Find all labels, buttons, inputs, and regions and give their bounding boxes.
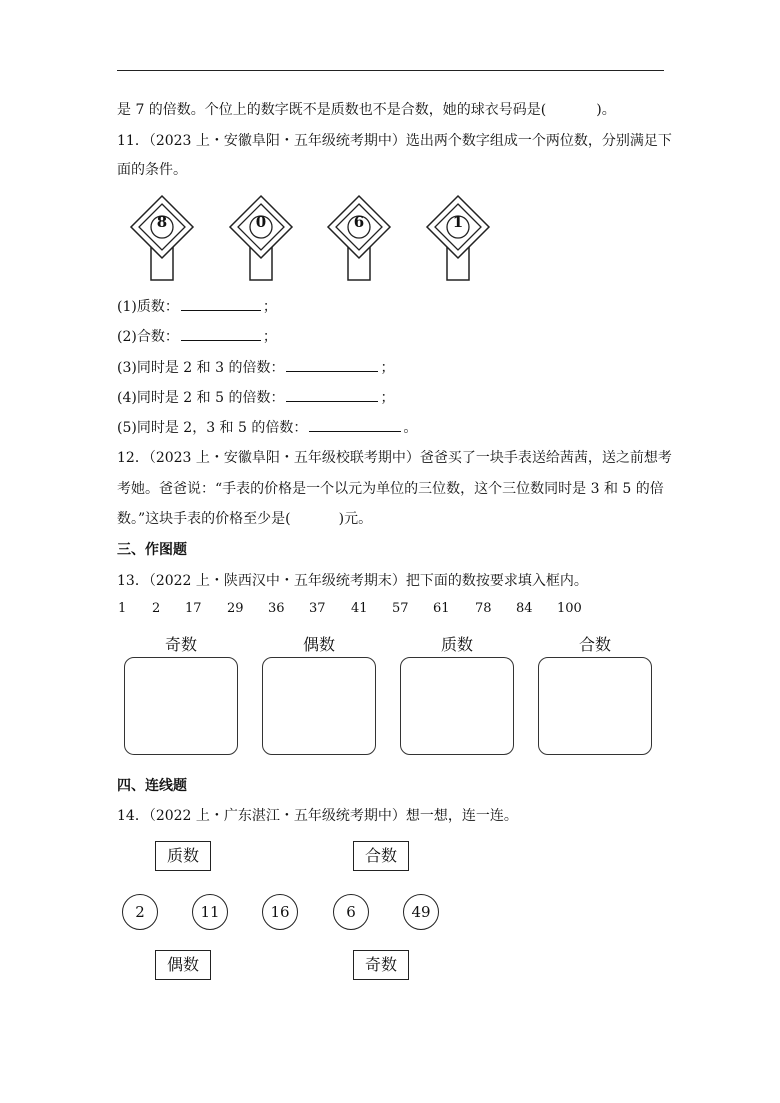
answer-blank[interactable] — [286, 357, 378, 372]
q12-end: )元。 — [338, 511, 373, 527]
match-label-prime[interactable]: 质数 — [155, 841, 211, 871]
answer-box-prime[interactable] — [400, 657, 514, 755]
signpost-icon — [228, 194, 294, 284]
number-item: 41 — [351, 601, 368, 616]
number-item: 17 — [185, 601, 202, 616]
answer-blank[interactable] — [286, 387, 378, 402]
number-card-0 — [228, 194, 294, 284]
number-circle[interactable]: 11 — [192, 894, 228, 930]
q14-line-1: 14．（2022 上・广东湛江・五年级统考期中）想一想，连一连。 — [117, 808, 518, 824]
number-item: 2 — [152, 601, 161, 616]
q11-item-5 — [117, 417, 417, 438]
item-label: (5)同时是 2，3 和 5 的倍数： — [117, 420, 308, 436]
match-label-even[interactable]: 偶数 — [155, 950, 211, 980]
number-circle[interactable]: 49 — [403, 894, 439, 930]
answer-blank[interactable] — [181, 296, 261, 311]
answer-blank[interactable] — [309, 417, 401, 432]
number-item: 37 — [309, 601, 326, 616]
item-label: (4)同时是 2 和 5 的倍数： — [117, 390, 285, 406]
q12-line-1: 12．（2023 上・安徽阜阳・五年级校联考期中）爸爸买了一块手表送给茜茜，送之前想考 — [117, 450, 672, 466]
q11-line-2: 面的条件。 — [117, 162, 187, 178]
q11-item-4 — [117, 387, 394, 408]
item-label: (3)同时是 2 和 3 的倍数： — [117, 360, 285, 376]
q12-text: 数。”这块手表的价格至少是( — [117, 511, 291, 527]
item-label: (2)合数： — [117, 329, 179, 345]
number-item: 84 — [516, 601, 533, 616]
answer-blank[interactable] — [181, 326, 261, 341]
number-circle[interactable]: 6 — [333, 894, 369, 930]
q11-item-1 — [117, 296, 277, 317]
number-item: 100 — [557, 601, 582, 616]
q13-line-1: 13．（2022 上・陕西汉中・五年级统考期末）把下面的数按要求填入框内。 — [117, 573, 588, 589]
answer-box-composite[interactable] — [538, 657, 652, 755]
signpost-icon — [425, 194, 491, 284]
q12-line-2: 考她。爸爸说：“手表的价格是一个以元为单位的三位数，这个三位数同时是 3 和 5 的倍 — [117, 481, 664, 497]
section-heading-4: 四、连线题 — [117, 778, 187, 794]
number-card-6 — [326, 194, 392, 284]
number-circle[interactable]: 16 — [262, 894, 298, 930]
number-card-8 — [129, 194, 195, 284]
match-label-composite[interactable]: 合数 — [353, 841, 409, 871]
q10-end: )。 — [596, 102, 616, 118]
q12-line-3 — [117, 509, 372, 529]
item-end: ； — [380, 360, 395, 376]
q10-text: 是 7 的倍数。个位上的数字既不是质数也不是合数，她的球衣号码是( — [117, 102, 547, 118]
header-rule — [117, 70, 664, 71]
number-item: 61 — [433, 601, 450, 616]
number-item: 78 — [475, 601, 492, 616]
item-end: ； — [262, 329, 277, 345]
section-heading-3: 三、作图题 — [117, 542, 187, 558]
item-end: ； — [262, 299, 277, 315]
q11-item-3 — [117, 357, 394, 378]
q11-line-1: 11．（2023 上・安徽阜阳・五年级统考期中）选出两个数字组成一个两位数，分别满足下 — [117, 133, 672, 149]
category-label-odd: 奇数 — [164, 635, 197, 654]
number-circle[interactable]: 2 — [122, 894, 158, 930]
answer-box-even[interactable] — [262, 657, 376, 755]
item-label: (1)质数： — [117, 299, 179, 315]
number-card-1 — [425, 194, 491, 284]
q11-item-2 — [117, 326, 277, 347]
item-end: 。 — [403, 420, 418, 436]
answer-box-odd[interactable] — [124, 657, 238, 755]
number-item: 1 — [118, 601, 127, 616]
card-digit: 8 — [156, 213, 168, 231]
signpost-icon — [129, 194, 195, 284]
number-item: 29 — [227, 601, 244, 616]
category-label-prime: 质数 — [440, 635, 473, 654]
q10-line — [117, 100, 616, 120]
category-label-even: 偶数 — [302, 635, 335, 654]
match-label-odd[interactable]: 奇数 — [353, 950, 409, 980]
number-item: 36 — [268, 601, 285, 616]
item-end: ； — [380, 390, 395, 406]
card-digit: 1 — [452, 213, 464, 231]
card-digit: 0 — [255, 213, 267, 231]
card-digit: 6 — [353, 213, 365, 231]
category-label-composite: 合数 — [578, 635, 611, 654]
signpost-icon — [326, 194, 392, 284]
number-item: 57 — [392, 601, 409, 616]
